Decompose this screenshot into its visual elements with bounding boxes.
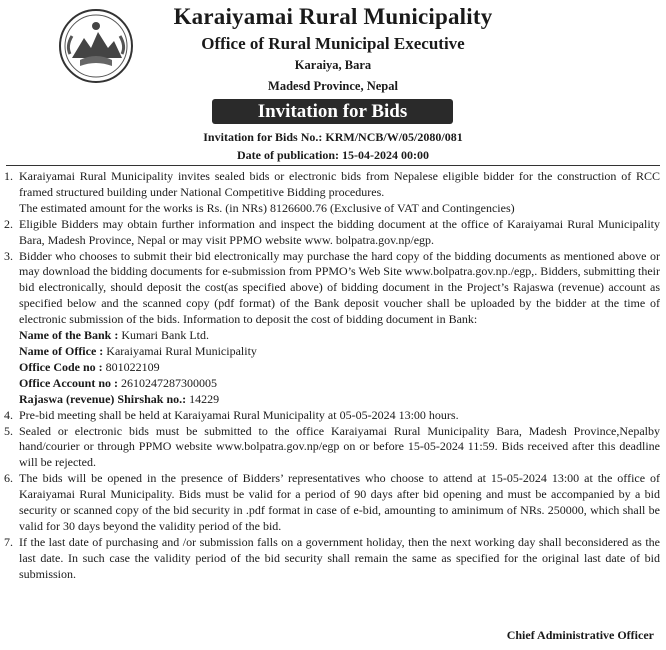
invitation-banner: Invitation for Bids: [212, 99, 453, 124]
list-item: 4. Pre-bid meeting shall be held at Karaiyamai Rural Municipality at 05-05-2024 13:00 hours.: [4, 407, 459, 422]
list-item: 5. Sealed or electronic bids must be submitted to the office Karaiyamai Rural Municipality Bara, Madesh Province,Nepalby hand/courier or through PPMO website www.bolpatra.gov.np/egp on or before 15-05-2024 11:59. Bids received after this deadline will be rejected.: [4, 423, 660, 470]
municipality-title: Karaiyamai Rural Municipality: [173, 4, 493, 29]
province: Madesd Province, Nepal: [268, 79, 398, 93]
location: Karaiya, Bara: [294, 58, 372, 72]
signature: Chief Administrative Officer: [506, 628, 654, 642]
list-item: 6. The bids will be opened in the presence of Bidders’ representatives who choose to attend at 15-05-2024 13:00 at the office of Karaiyamai Rural Municipality. Bids must be valid for a period of 90 days after bid opening and must be accompanied by a bid security or scanned copy of the bid security in .pdf format in case of e-bid, amounting to aminimum of NRs. 250000, which shall be valid for 30 days beyond the validity period of the bid.: [4, 471, 660, 533]
notice-body: [4, 169, 660, 583]
bank-name-row: Name of the Bank : Kumari Bank Ltd.: [19, 328, 209, 343]
list-item: 3. Bidder who chooses to submit their bid electronically may purchase the hard copy of the bidding documents as mentioned above or may download the bidding documents for e-submission from PPMO’s Web Site www.bolpatra.gov.np./egp,. Bidders, submitting their bid electronically, should deposit the cost(as specified above) of bidding document in the Project’s Rajaswa (revenue) account as specified below and the scanned copy (pdf format) of the Bank deposit voucher shall be uploaded by the bidder at the time of electronic submission of the bids. Information to deposit the cost of bidding document in Bank:: [4, 248, 660, 327]
office-title: Office of Rural Municipal Executive: [201, 34, 465, 53]
office-code-row: Office Code no : 801022109: [19, 359, 160, 374]
office-name-row: Name of Office : Karaiyamai Rural Municipality: [19, 343, 257, 358]
list-item: 7. If the last date of purchasing and /or submission falls on a government holiday, then the next working day shall beconsidered as the last date. In such case the validity period of the bid security shall remain the same as specified for the original last date of bid submission.: [4, 534, 660, 581]
office-account-row: Office Account no : 2610247287300005: [19, 375, 217, 390]
list-item: 1. Karaiyamai Rural Municipality invites sealed bids or electronic bids from Nepalese eligible bidder for the construction of RCC framed structured building under National Competitive Bidding procedures.: [4, 169, 660, 199]
estimated-amount: The estimated amount for the works is Rs. (in NRs) 8126600.76 (Exclusive of VAT and Contingencies): [19, 200, 515, 215]
list-item: 2. Eligible Bidders may obtain further information and inspect the bidding document at the office of Karaiyamai Rural Municipality Bara, Madesh Province, Nepal or may visit PPMO website www. bolpatra.gov.np/egp.: [4, 216, 660, 247]
divider: [6, 165, 660, 166]
bid-reference-number: Invitation for Bids No.: KRM/NCB/W/05/2080/081: [203, 130, 463, 144]
shirshak-row: Rajaswa (revenue) Shirshak no.: 14229: [19, 391, 220, 406]
publication-date: Date of publication: 15-04-2024 00:00: [237, 148, 429, 162]
